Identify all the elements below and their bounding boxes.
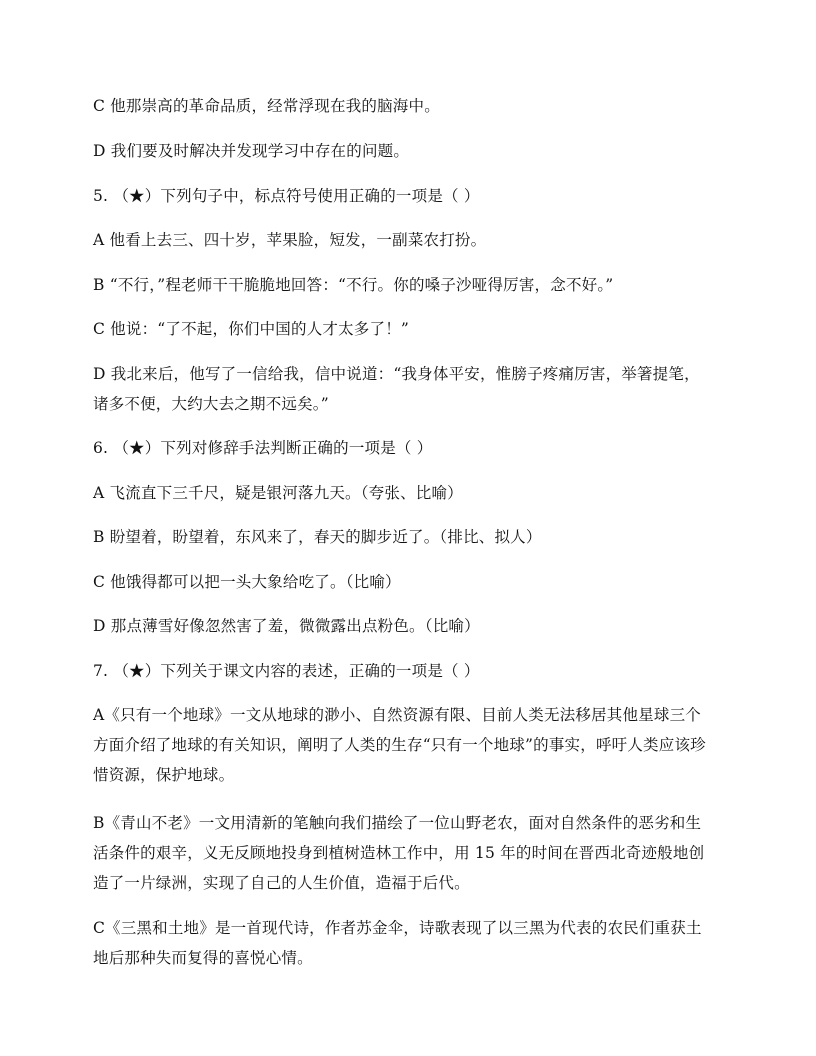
- option-7c-line-2: 地后那种失而复得的喜悦心情。: [93, 949, 313, 967]
- option-5d-line-2: 诸多不便，大约大去之期不远矣。”: [93, 395, 329, 413]
- option-5a: A 他看上去三、四十岁，苹果脸，短发，一副菜农打扮。: [93, 231, 487, 249]
- option-7b-line-3: 造了一片绿洲，实现了自己的人生价值，造福于后代。: [93, 874, 470, 892]
- option-7b-line-2: 活条件的艰辛，义无反顾地投身到植树造林工作中，用 15 年的时间在晋西北奇迹般地创: [93, 844, 705, 862]
- option-6b: B 盼望着，盼望着，东风来了，春天的脚步近了。（排比、拟人）: [93, 528, 542, 546]
- question-6: 6. （★）下列对修辞手法判断正确的一项是（ ）: [93, 439, 433, 457]
- option-5c-prev: C 他那崇高的革命品质，经常浮现在我的脑海中。: [93, 97, 440, 115]
- option-7a-line-2: 方面介绍了地球的有关知识，阐明了人类的生存“只有一个地球”的事实，呼吁人类应该珍: [93, 736, 706, 754]
- question-7: 7. （★）下列关于课文内容的表述，正确的一项是（ ）: [93, 662, 480, 680]
- option-7b-line-1: B《青山不老》一文用清新的笔触向我们描绘了一位山野老农，面对自然条件的恶劣和生: [93, 814, 702, 832]
- option-7c-line-1: C《三黑和土地》是一首现代诗，作者苏金伞，诗歌表现了以三黑为代表的农民们重获土: [93, 919, 702, 937]
- option-5d-line-1: D 我北来后，他写了一信给我，信中说道：“我身体平安，惟膀子疼痛厉害，举箸提笔，: [93, 365, 700, 383]
- option-5c: C 他说：“了不起，你们中国的人才太多了！”: [93, 320, 410, 338]
- question-5: 5. （★）下列句子中，标点符号使用正确的一项是（ ）: [93, 187, 480, 205]
- option-5b: B “不行，”程老师干干脆脆地回答：“不行。你的嗓子沙哑得厉害，念不好。”: [93, 276, 614, 294]
- option-7a-line-3: 惜资源，保护地球。: [93, 766, 235, 784]
- option-6d: D 那点薄雪好像忽然害了羞，微微露出点粉色。（比喻）: [93, 617, 480, 635]
- option-6c: C 他饿得都可以把一头大象给吃了。（比喻）: [93, 573, 401, 591]
- option-4d: D 我们要及时解决并发现学习中存在的问题。: [93, 142, 410, 160]
- option-6a: A 飞流直下三千尺，疑是银河落九天。（夸张、比喻）: [93, 484, 463, 502]
- option-7a-line-1: A《只有一个地球》一文从地球的渺小、自然资源有限、目前人类无法移居其他星球三个: [93, 706, 701, 724]
